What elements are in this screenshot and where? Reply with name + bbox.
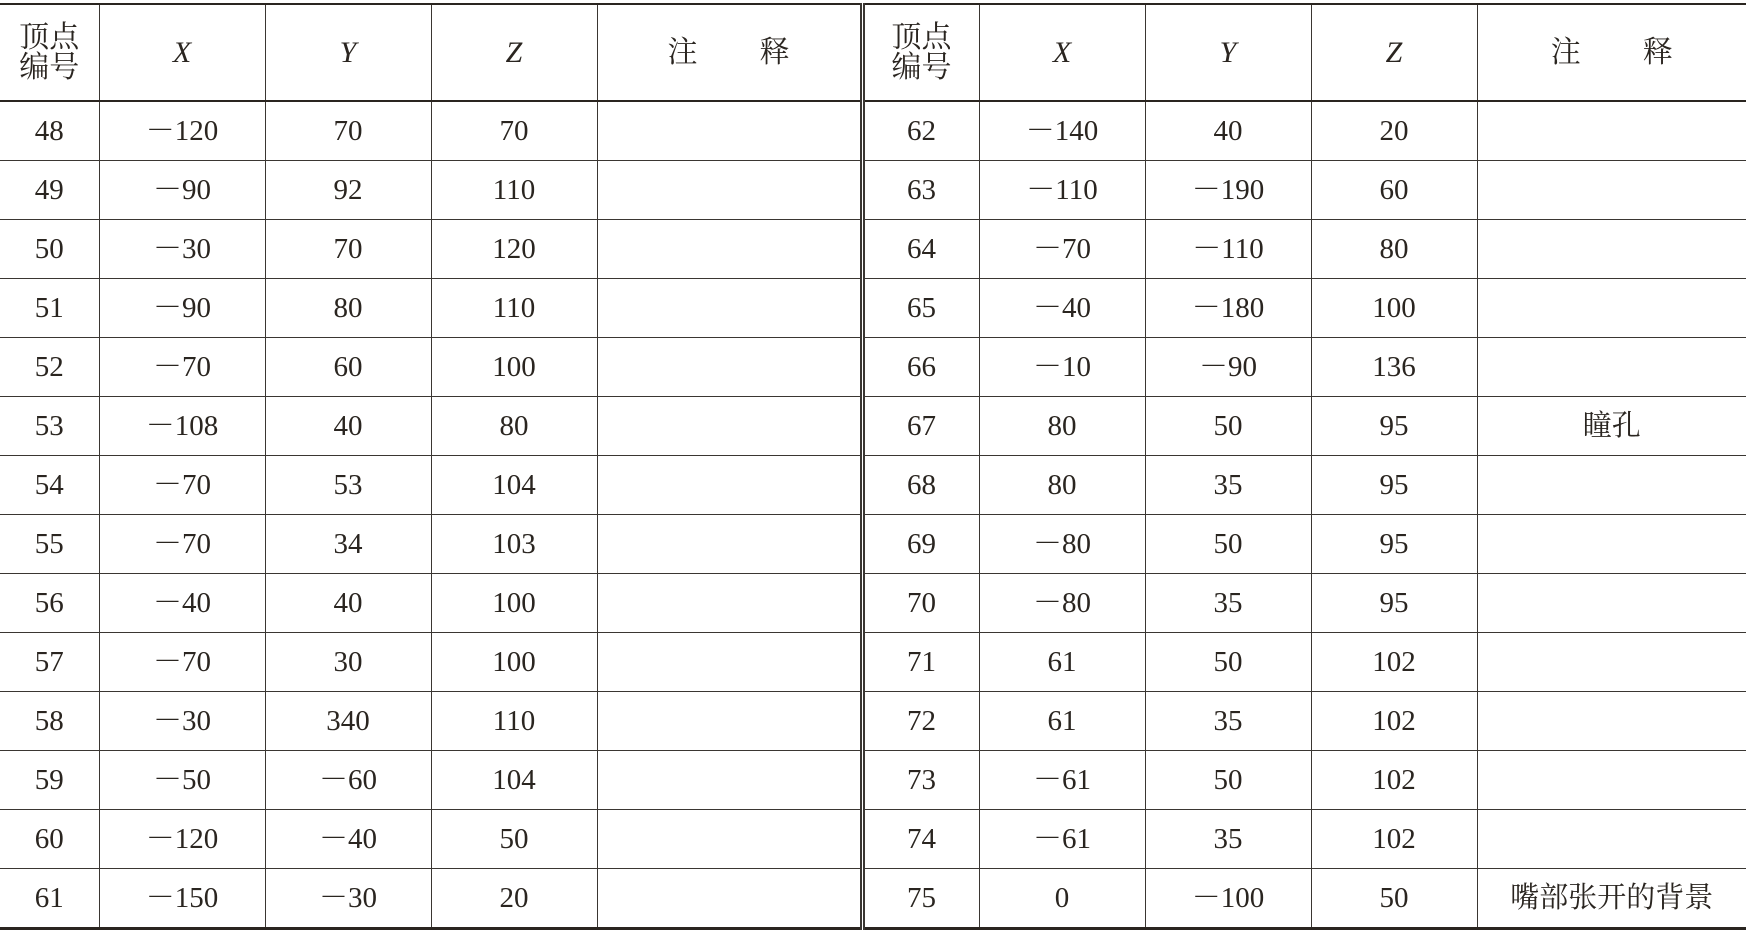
header-row [0, 4, 1746, 101]
left-x-value-cell: －90 [99, 161, 265, 220]
left-y-value-cell: 70 [265, 101, 431, 161]
right-z-value-cell: 102 [1311, 751, 1477, 810]
left-vertex-id-cell: 54 [0, 456, 99, 515]
left-x-value-cell: －50 [99, 751, 265, 810]
table-row [0, 633, 1746, 692]
right-y-value-cell: －90 [1145, 338, 1311, 397]
header-vertex-id-right [862, 4, 979, 101]
right-y-value-cell: 50 [1145, 751, 1311, 810]
left-x-value-cell: －30 [99, 220, 265, 279]
right-note-cell: 嘴部张开的背景 [1477, 869, 1746, 929]
table-row [0, 101, 1746, 161]
left-x-value-cell: －120 [99, 101, 265, 161]
right-vertex-id-cell: 68 [862, 456, 979, 515]
header-id-line1: 顶点 [891, 20, 952, 54]
right-note-cell [1477, 692, 1746, 751]
left-y-value-cell: 40 [265, 397, 431, 456]
right-vertex-id-cell: 69 [862, 515, 979, 574]
right-vertex-id-cell: 71 [862, 633, 979, 692]
table-row [0, 397, 1746, 456]
right-x-value-cell: －40 [979, 279, 1145, 338]
right-note-cell [1477, 456, 1746, 515]
right-vertex-id-cell: 65 [862, 279, 979, 338]
left-note-cell [597, 692, 862, 751]
right-z-value-cell: 50 [1311, 869, 1477, 929]
header-y-right: Y [1145, 4, 1311, 101]
left-x-value-cell: －40 [99, 574, 265, 633]
right-z-value-cell: 95 [1311, 397, 1477, 456]
header-x-right: X [979, 4, 1145, 101]
header-id-line2: 编号 [19, 50, 80, 84]
left-y-value-cell: －30 [265, 869, 431, 929]
table-row [0, 574, 1746, 633]
left-vertex-id-cell: 56 [0, 574, 99, 633]
header-id-line2: 编号 [891, 50, 952, 84]
left-vertex-id-cell: 55 [0, 515, 99, 574]
right-x-value-cell: －110 [979, 161, 1145, 220]
left-z-value-cell: 100 [431, 338, 597, 397]
left-z-value-cell: 110 [431, 279, 597, 338]
left-y-value-cell: 34 [265, 515, 431, 574]
left-vertex-id-cell: 60 [0, 810, 99, 869]
table-row [0, 810, 1746, 869]
left-x-value-cell: －90 [99, 279, 265, 338]
left-vertex-id-cell: 57 [0, 633, 99, 692]
left-y-value-cell: 70 [265, 220, 431, 279]
header-note-char1: 注 [1550, 35, 1581, 69]
left-vertex-id-cell: 58 [0, 692, 99, 751]
table-row [0, 220, 1746, 279]
right-z-value-cell: 100 [1311, 279, 1477, 338]
vertex-table [0, 3, 1746, 930]
table-row [0, 279, 1746, 338]
right-note-cell [1477, 633, 1746, 692]
right-vertex-id-cell: 62 [862, 101, 979, 161]
table-row [0, 456, 1746, 515]
right-vertex-id-cell: 67 [862, 397, 979, 456]
right-x-value-cell: －80 [979, 515, 1145, 574]
right-z-value-cell: 102 [1311, 633, 1477, 692]
right-note-cell [1477, 161, 1746, 220]
header-note-right [1477, 4, 1746, 101]
left-y-value-cell: 92 [265, 161, 431, 220]
left-z-value-cell: 110 [431, 692, 597, 751]
right-note-cell [1477, 101, 1746, 161]
right-z-value-cell: 102 [1311, 810, 1477, 869]
right-vertex-id-cell: 74 [862, 810, 979, 869]
right-note-cell [1477, 338, 1746, 397]
left-note-cell [597, 633, 862, 692]
header-y-left: Y [265, 4, 431, 101]
right-y-value-cell: 50 [1145, 515, 1311, 574]
right-x-value-cell: －61 [979, 751, 1145, 810]
right-x-value-cell: 0 [979, 869, 1145, 929]
header-note-char1: 注 [667, 35, 698, 69]
right-note-cell [1477, 220, 1746, 279]
right-x-value-cell: 80 [979, 456, 1145, 515]
left-x-value-cell: －30 [99, 692, 265, 751]
header-x-left: X [99, 4, 265, 101]
right-vertex-id-cell: 64 [862, 220, 979, 279]
left-vertex-id-cell: 51 [0, 279, 99, 338]
header-note-char2: 释 [1642, 35, 1673, 69]
left-z-value-cell: 104 [431, 751, 597, 810]
right-x-value-cell: 61 [979, 692, 1145, 751]
right-y-value-cell: 50 [1145, 397, 1311, 456]
left-note-cell [597, 161, 862, 220]
left-z-value-cell: 50 [431, 810, 597, 869]
left-x-value-cell: －70 [99, 515, 265, 574]
table-row [0, 338, 1746, 397]
left-note-cell [597, 515, 862, 574]
right-y-value-cell: 50 [1145, 633, 1311, 692]
left-x-value-cell: －108 [99, 397, 265, 456]
left-note-cell [597, 869, 862, 929]
right-x-value-cell: 80 [979, 397, 1145, 456]
right-vertex-id-cell: 72 [862, 692, 979, 751]
right-note-cell: 瞳孔 [1477, 397, 1746, 456]
left-x-value-cell: －70 [99, 456, 265, 515]
table-row [0, 692, 1746, 751]
right-vertex-id-cell: 66 [862, 338, 979, 397]
left-z-value-cell: 80 [431, 397, 597, 456]
left-vertex-id-cell: 59 [0, 751, 99, 810]
left-y-value-cell: －60 [265, 751, 431, 810]
right-z-value-cell: 95 [1311, 574, 1477, 633]
table-row [0, 515, 1746, 574]
right-vertex-id-cell: 63 [862, 161, 979, 220]
left-z-value-cell: 100 [431, 633, 597, 692]
header-note-left [597, 4, 862, 101]
table-row [0, 161, 1746, 220]
left-y-value-cell: 60 [265, 338, 431, 397]
left-z-value-cell: 104 [431, 456, 597, 515]
header-z-left: Z [431, 4, 597, 101]
right-vertex-id-cell: 70 [862, 574, 979, 633]
table-row [0, 869, 1746, 929]
left-y-value-cell: 80 [265, 279, 431, 338]
left-z-value-cell: 70 [431, 101, 597, 161]
left-note-cell [597, 751, 862, 810]
right-z-value-cell: 80 [1311, 220, 1477, 279]
left-vertex-id-cell: 48 [0, 101, 99, 161]
left-note-cell [597, 220, 862, 279]
left-note-cell [597, 397, 862, 456]
left-y-value-cell: 340 [265, 692, 431, 751]
left-z-value-cell: 110 [431, 161, 597, 220]
right-note-cell [1477, 810, 1746, 869]
right-y-value-cell: 35 [1145, 692, 1311, 751]
right-note-cell [1477, 515, 1746, 574]
right-x-value-cell: －80 [979, 574, 1145, 633]
left-z-value-cell: 100 [431, 574, 597, 633]
right-x-value-cell: －10 [979, 338, 1145, 397]
right-note-cell [1477, 751, 1746, 810]
right-z-value-cell: 60 [1311, 161, 1477, 220]
right-y-value-cell: 35 [1145, 810, 1311, 869]
right-x-value-cell: 61 [979, 633, 1145, 692]
right-vertex-id-cell: 75 [862, 869, 979, 929]
left-vertex-id-cell: 52 [0, 338, 99, 397]
left-z-value-cell: 103 [431, 515, 597, 574]
left-vertex-id-cell: 61 [0, 869, 99, 929]
right-z-value-cell: 20 [1311, 101, 1477, 161]
right-note-cell [1477, 574, 1746, 633]
table-body [0, 101, 1746, 929]
left-y-value-cell: 30 [265, 633, 431, 692]
header-note-char2: 释 [759, 35, 790, 69]
left-y-value-cell: －40 [265, 810, 431, 869]
right-y-value-cell: 35 [1145, 456, 1311, 515]
table-row [0, 751, 1746, 810]
right-y-value-cell: 40 [1145, 101, 1311, 161]
left-y-value-cell: 53 [265, 456, 431, 515]
left-note-cell [597, 279, 862, 338]
right-z-value-cell: 95 [1311, 456, 1477, 515]
right-y-value-cell: －180 [1145, 279, 1311, 338]
left-x-value-cell: －120 [99, 810, 265, 869]
header-id-line1: 顶点 [19, 20, 80, 54]
left-note-cell [597, 810, 862, 869]
left-note-cell [597, 574, 862, 633]
left-vertex-id-cell: 49 [0, 161, 99, 220]
right-x-value-cell: －140 [979, 101, 1145, 161]
left-vertex-id-cell: 50 [0, 220, 99, 279]
header-vertex-id-left [0, 4, 99, 101]
right-z-value-cell: 136 [1311, 338, 1477, 397]
left-vertex-id-cell: 53 [0, 397, 99, 456]
left-x-value-cell: －150 [99, 869, 265, 929]
right-y-value-cell: －110 [1145, 220, 1311, 279]
right-y-value-cell: 35 [1145, 574, 1311, 633]
right-x-value-cell: －61 [979, 810, 1145, 869]
right-vertex-id-cell: 73 [862, 751, 979, 810]
left-x-value-cell: －70 [99, 633, 265, 692]
right-note-cell [1477, 279, 1746, 338]
right-z-value-cell: 95 [1311, 515, 1477, 574]
left-x-value-cell: －70 [99, 338, 265, 397]
header-z-right: Z [1311, 4, 1477, 101]
left-note-cell [597, 338, 862, 397]
left-note-cell [597, 456, 862, 515]
left-z-value-cell: 20 [431, 869, 597, 929]
right-y-value-cell: －190 [1145, 161, 1311, 220]
left-note-cell [597, 101, 862, 161]
left-z-value-cell: 120 [431, 220, 597, 279]
right-z-value-cell: 102 [1311, 692, 1477, 751]
right-x-value-cell: －70 [979, 220, 1145, 279]
left-y-value-cell: 40 [265, 574, 431, 633]
right-y-value-cell: －100 [1145, 869, 1311, 929]
